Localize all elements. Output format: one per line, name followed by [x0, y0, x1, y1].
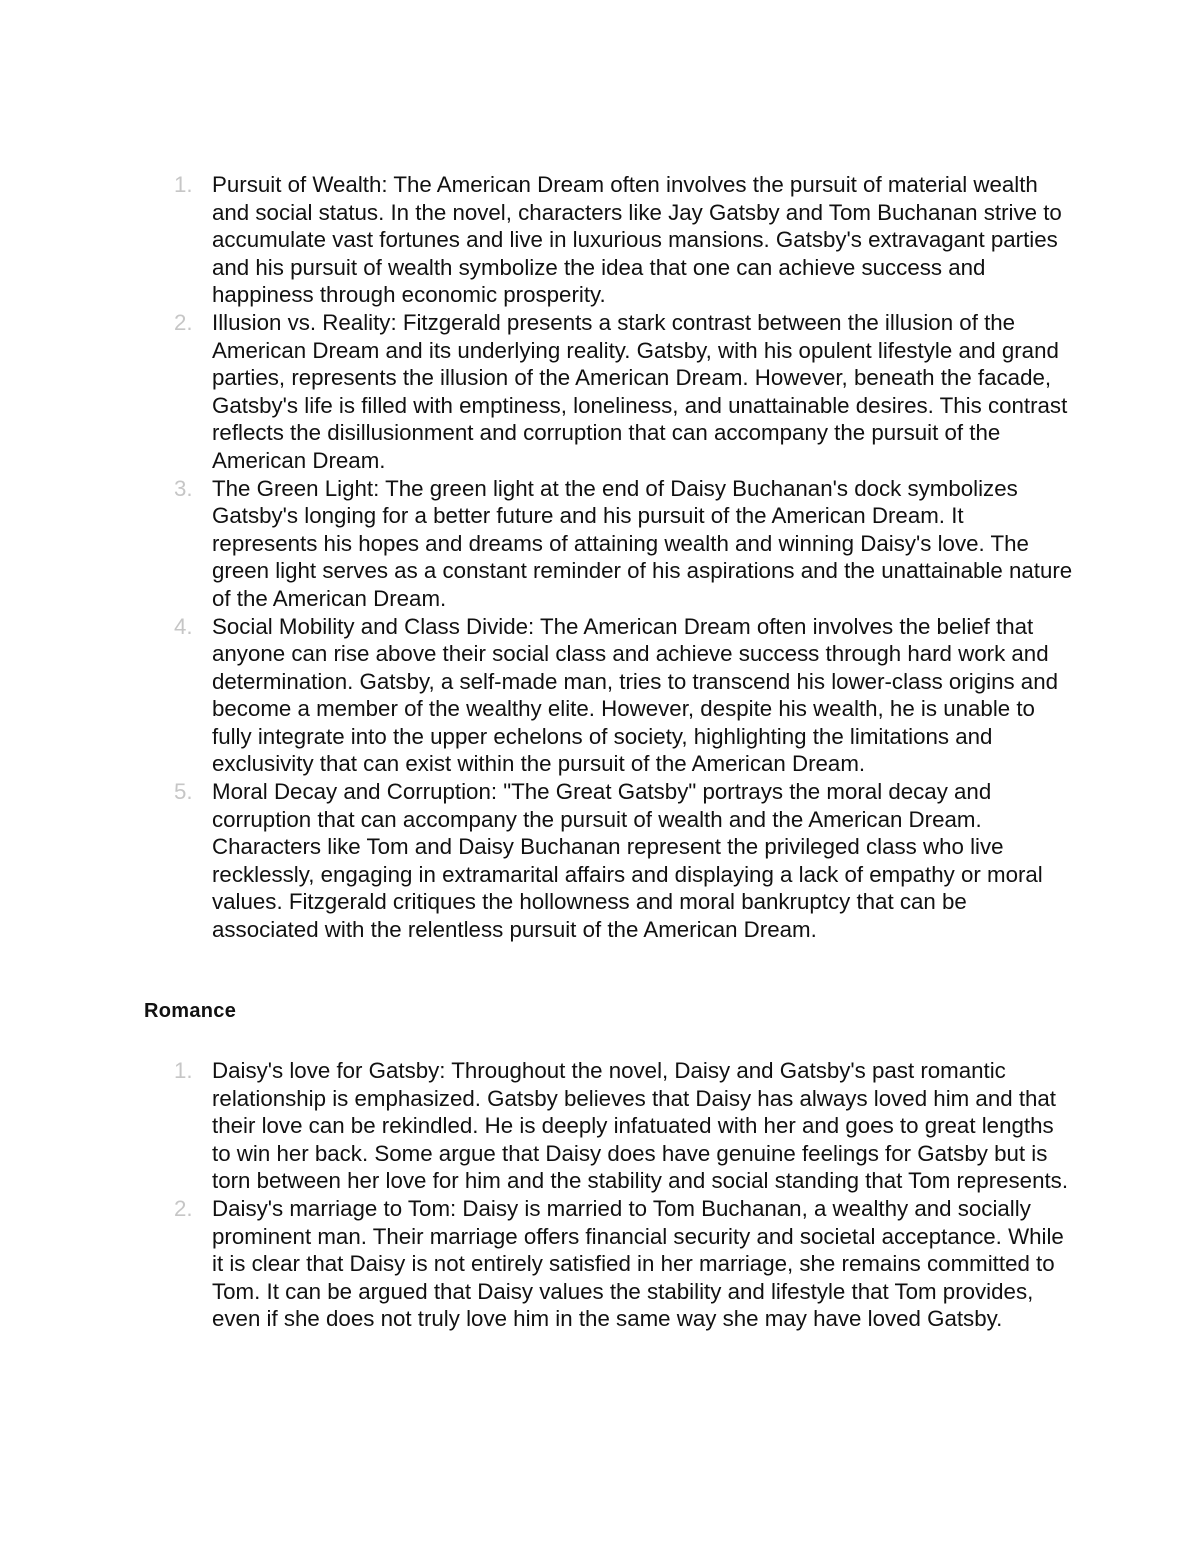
list-item-number: 2.	[174, 1195, 193, 1221]
list-item-number: 1.	[174, 1058, 193, 1083]
list-item-number: 4.	[174, 613, 193, 639]
list-item	[174, 171, 1074, 309]
list-item	[174, 475, 1074, 613]
list-item-text: Social Mobility and Class Divide: The American Dream often involves the belief that anyone can rise above their social class and achieve success through hard work and determination. Gatsby, a self-made man, tries to transcend his lower-class origins and become a member of the wealthy elite. However, despite his wealth, he is unable to fully integrate into the upper echelons of society, highlighting the limitations and exclusivity that can exist within the pursuit of the American Dream.	[212, 613, 1059, 777]
list-item-text: Moral Decay and Corruption: "The Great Gatsby" portrays the moral decay and corruption that can accompany the pursuit of wealth and the American Dream. Characters like Tom and Daisy Buchanan represent the privileged class who live recklessly, engaging in extramarital affairs and displaying a lack of empathy or moral values. Fitzgerald critiques the hollowness and moral bankruptcy that can be associated with the relentless pursuit of the American Dream.	[212, 779, 1043, 943]
section-heading-romance: Romance	[144, 1000, 237, 1022]
list-item-text: Illusion vs. Reality: Fitzgerald presents a stark contrast between the illusion of the American Dream and its underlying reality. Gatsby, with his opulent lifestyle and grand parties, represents the illusion of the American Dream. However, beneath the facade, Gatsby's life is filled with emptiness, loneliness, and unattainable desires. This contrast reflects the disillusionment and corruption that can accompany the pursuit of the American Dream.	[212, 309, 1068, 473]
list-item-text: Pursuit of Wealth: The American Dream often involves the pursuit of material wealth and social status. In the novel, characters like Jay Gatsby and Tom Buchanan strive to accumulate vast fortunes and live in luxurious mansions. Gatsby's extravagant parties and his pursuit of wealth symbolize the idea that one can achieve success and happiness through economic prosperity.	[212, 172, 1062, 308]
romance-list	[174, 1057, 1074, 1333]
list-item-text: The Green Light: The green light at the end of Daisy Buchanan's dock symbolizes Gatsby's longing for a better future and his pursuit of the American Dream. It represents his hopes and dreams of attaining wealth and winning Daisy's love. The green light serves as a constant reminder of his aspirations and the unattainable nature of the American Dream.	[212, 475, 1073, 611]
list-item-number: 3.	[174, 475, 193, 501]
list-item-number: 5.	[174, 779, 193, 805]
list-item-text: Daisy's marriage to Tom: Daisy is married to Tom Buchanan, a wealthy and socially prominent man. Their marriage offers financial security and societal acceptance. While it is clear that Daisy is not entirely satisfied in her marriage, she remains committed to Tom. It can be argued that Daisy values the stability and lifestyle that Tom provides, even if she does not truly love him in the same way she may have loved Gatsby.	[212, 1195, 1064, 1332]
american-dream-list	[174, 171, 1074, 944]
list-item	[174, 1057, 1074, 1195]
list-item	[174, 778, 1074, 944]
list-item	[174, 309, 1074, 475]
list-item-number: 1.	[174, 172, 193, 197]
list-item-number: 2.	[174, 309, 193, 335]
list-item-text: Daisy's love for Gatsby: Throughout the novel, Daisy and Gatsby's past romantic relationship is emphasized. Gatsby believes that Daisy has always loved him and that their love can be rekindled. He is deeply infatuated with her and goes to great lengths to win her back. Some argue that Daisy does have genuine feelings for Gatsby but is torn between her love for him and the stability and social standing that Tom represents.	[212, 1058, 1069, 1194]
list-item	[174, 1195, 1074, 1333]
list-item	[174, 613, 1074, 779]
